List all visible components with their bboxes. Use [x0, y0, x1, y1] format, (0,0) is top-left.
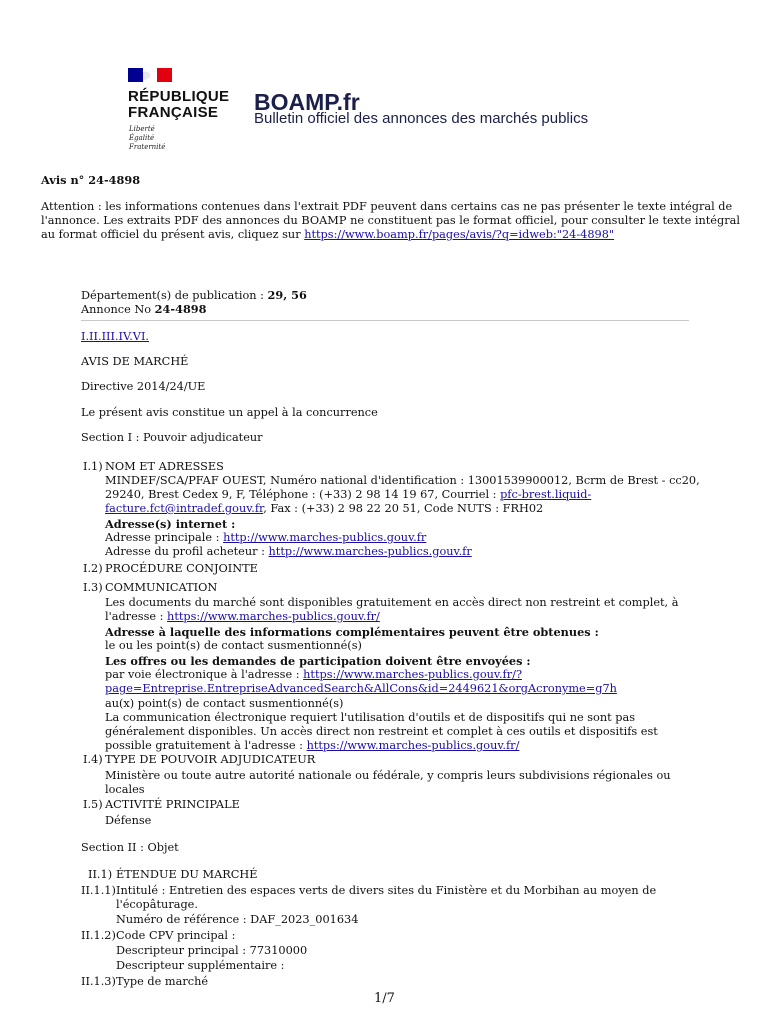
i1-line2-text: 29240, Brest Cedex 9, F, Téléphone : (+33) 2 98 14 19 67, Courriel : [105, 488, 501, 501]
annonce-label: Annonce No [81, 303, 155, 316]
i3-num: I.3) [83, 581, 103, 594]
addr-principale-label: Adresse principale : [105, 531, 224, 544]
appel-concurrence: Le présent avis constitue un appel à la concurrence [81, 406, 378, 419]
advanced-search-link-part1[interactable]: https://www.marches-publics.gouv.fr/? [303, 668, 523, 681]
addr-principale-link[interactable]: http://www.marches-publics.gouv.fr [223, 531, 427, 544]
i3-line7: La communication électronique requiert l'utilisation d'outils et de dispositifs qui ne sont pas [105, 711, 636, 724]
ii11-line3: Numéro de référence : DAF_2023_001634 [116, 913, 359, 926]
i1-line3 [105, 502, 543, 515]
i1-line2 [105, 488, 591, 501]
dept-label: Département(s) de publication : [81, 289, 268, 302]
avis-number: Avis n° 24-4898 [41, 173, 141, 187]
ii13-title: Type de marché [116, 975, 209, 988]
addr-principale [105, 531, 426, 544]
boamp-subtitle: Bulletin officiel des annonces des marchés publics [254, 110, 589, 127]
ii12-line2: Descripteur supplémentaire : [116, 959, 285, 972]
ii11-line1: Intitulé : Entretien des espaces verts de divers sites du Finistère et du Morbihan au moyen de [116, 884, 657, 897]
motto-fraternite: Fraternité [129, 143, 166, 151]
marches-publics-link-2[interactable]: https://www.marches-publics.gouv.fr/ [306, 739, 520, 752]
i1-line1: MINDEF/SCA/PFAF OUEST, Numéro national d'identification : 13001539900012, Bcrm de Brest - cc20, [105, 474, 700, 487]
i5-title: ACTIVITÉ PRINCIPALE [105, 798, 240, 811]
i3-line4-text: par voie électronique à l'adresse : [105, 668, 304, 681]
flag-icon [128, 68, 172, 82]
i3-line9 [105, 739, 519, 752]
attention-prefix: au format officiel du présent avis, cliquez sur [41, 228, 305, 241]
attention-line1: Attention : les informations contenues dans l'extrait PDF peuvent dans certains cas ne pas présenter le texte intégral de [41, 200, 733, 213]
i1-title: NOM ET ADRESSES [105, 460, 224, 473]
ii13-num: II.1.3) [81, 975, 116, 988]
email-link-part1[interactable]: pfc-brest.liquid- [500, 488, 592, 501]
directive: Directive 2014/24/UE [81, 380, 206, 393]
marches-publics-link-1[interactable]: https://www.marches-publics.gouv.fr/ [167, 610, 380, 623]
annonce-no [81, 302, 207, 316]
annonce-value: 24-4898 [154, 302, 207, 316]
i3-line3: le ou les point(s) de contact susmentionné(s) [105, 639, 362, 652]
ii11-line2: l'écopâturage. [116, 898, 198, 911]
divider [81, 320, 689, 321]
avis-de-marche: AVIS DE MARCHÉ [81, 355, 189, 368]
i3-line9-text: possible gratuitement à l'adresse : [105, 739, 307, 752]
i3-line4 [105, 668, 522, 681]
ii12-num: II.1.2) [81, 929, 116, 942]
i3-title: COMMUNICATION [105, 581, 218, 594]
attention-line3 [41, 228, 614, 241]
departements [81, 288, 307, 302]
i4-line1: Ministère ou toute autre autorité nationale ou fédérale, y compris leurs subdivisions régionales ou [105, 769, 671, 782]
i4-title: TYPE DE POUVOIR ADJUDICATEUR [105, 753, 316, 766]
section2-title: Section II : Objet [81, 841, 179, 854]
internet-label: Adresse(s) internet : [105, 517, 236, 531]
i4-num: I.4) [83, 753, 103, 766]
i3-bold1: Adresse à laquelle des informations complémentaires peuvent être obtenues : [105, 625, 599, 639]
i1-num: I.1) [83, 460, 103, 473]
i5-line1: Défense [105, 814, 152, 827]
attention-line2: l'annonce. Les extraits PDF des annonces du BOAMP ne constituent pas le format officiel, pour consulter le texte intégral [41, 214, 740, 227]
addr-profil [105, 545, 472, 558]
page-number: 1/7 [374, 991, 395, 1006]
i3-line2-text: l'adresse : [105, 610, 168, 623]
i3-bold2: Les offres ou les demandes de participation doivent être envoyées : [105, 654, 531, 668]
ii1-title: ÉTENDUE DU MARCHÉ [116, 868, 258, 881]
i4-line2: locales [105, 783, 145, 796]
i3-line8: généralement disponibles. Un accès direct non restreint et complet à ces outils et dispositifs est [105, 725, 658, 738]
boamp-title: BOAMP.fr [254, 89, 360, 115]
i2-title: PROCÉDURE CONJOINTE [105, 562, 258, 575]
ii12-title: Code CPV principal : [116, 929, 236, 942]
boamp-avis-link[interactable]: https://www.boamp.fr/pages/avis/?q=idweb:"24-4898" [304, 228, 615, 241]
i3-line2 [105, 610, 380, 623]
email-link-part2[interactable]: facture.fct@intradef.gouv.fr [105, 502, 264, 515]
addr-profil-link[interactable]: http://www.marches-publics.gouv.fr [268, 545, 472, 558]
i1-line3-text: , Fax : (+33) 2 98 22 20 51, Code NUTS : FRH02 [263, 502, 544, 515]
ii12-line1: Descripteur principal : 77310000 [116, 944, 308, 957]
addr-profil-label: Adresse du profil acheteur : [105, 545, 269, 558]
i2-num: I.2) [83, 562, 103, 575]
motto-egalite: Égalité [129, 134, 155, 142]
i5-num: I.5) [83, 798, 103, 811]
section-nav-links[interactable]: I.II.III.IV.VI. [81, 330, 149, 343]
ii1-num: II.1) [88, 868, 113, 881]
i3-line6: au(x) point(s) de contact susmentionné(s) [105, 697, 344, 710]
rf-line2: FRANÇAISE [128, 104, 219, 121]
rf-line1: RÉPUBLIQUE [128, 88, 230, 105]
motto-liberte: Liberté [129, 125, 155, 133]
section1-title: Section I : Pouvoir adjudicateur [81, 431, 263, 444]
i3-line5 [105, 682, 617, 695]
dept-value: 29, 56 [267, 288, 307, 302]
i3-line1: Les documents du marché sont disponibles gratuitement en accès direct non restreint et complet, à [105, 596, 679, 609]
ii11-num: II.1.1) [81, 884, 116, 897]
advanced-search-link-part2[interactable]: page=Entreprise.EntrepriseAdvancedSearch&AllCons&id=2449621&orgAcronyme=g7h [105, 682, 617, 695]
